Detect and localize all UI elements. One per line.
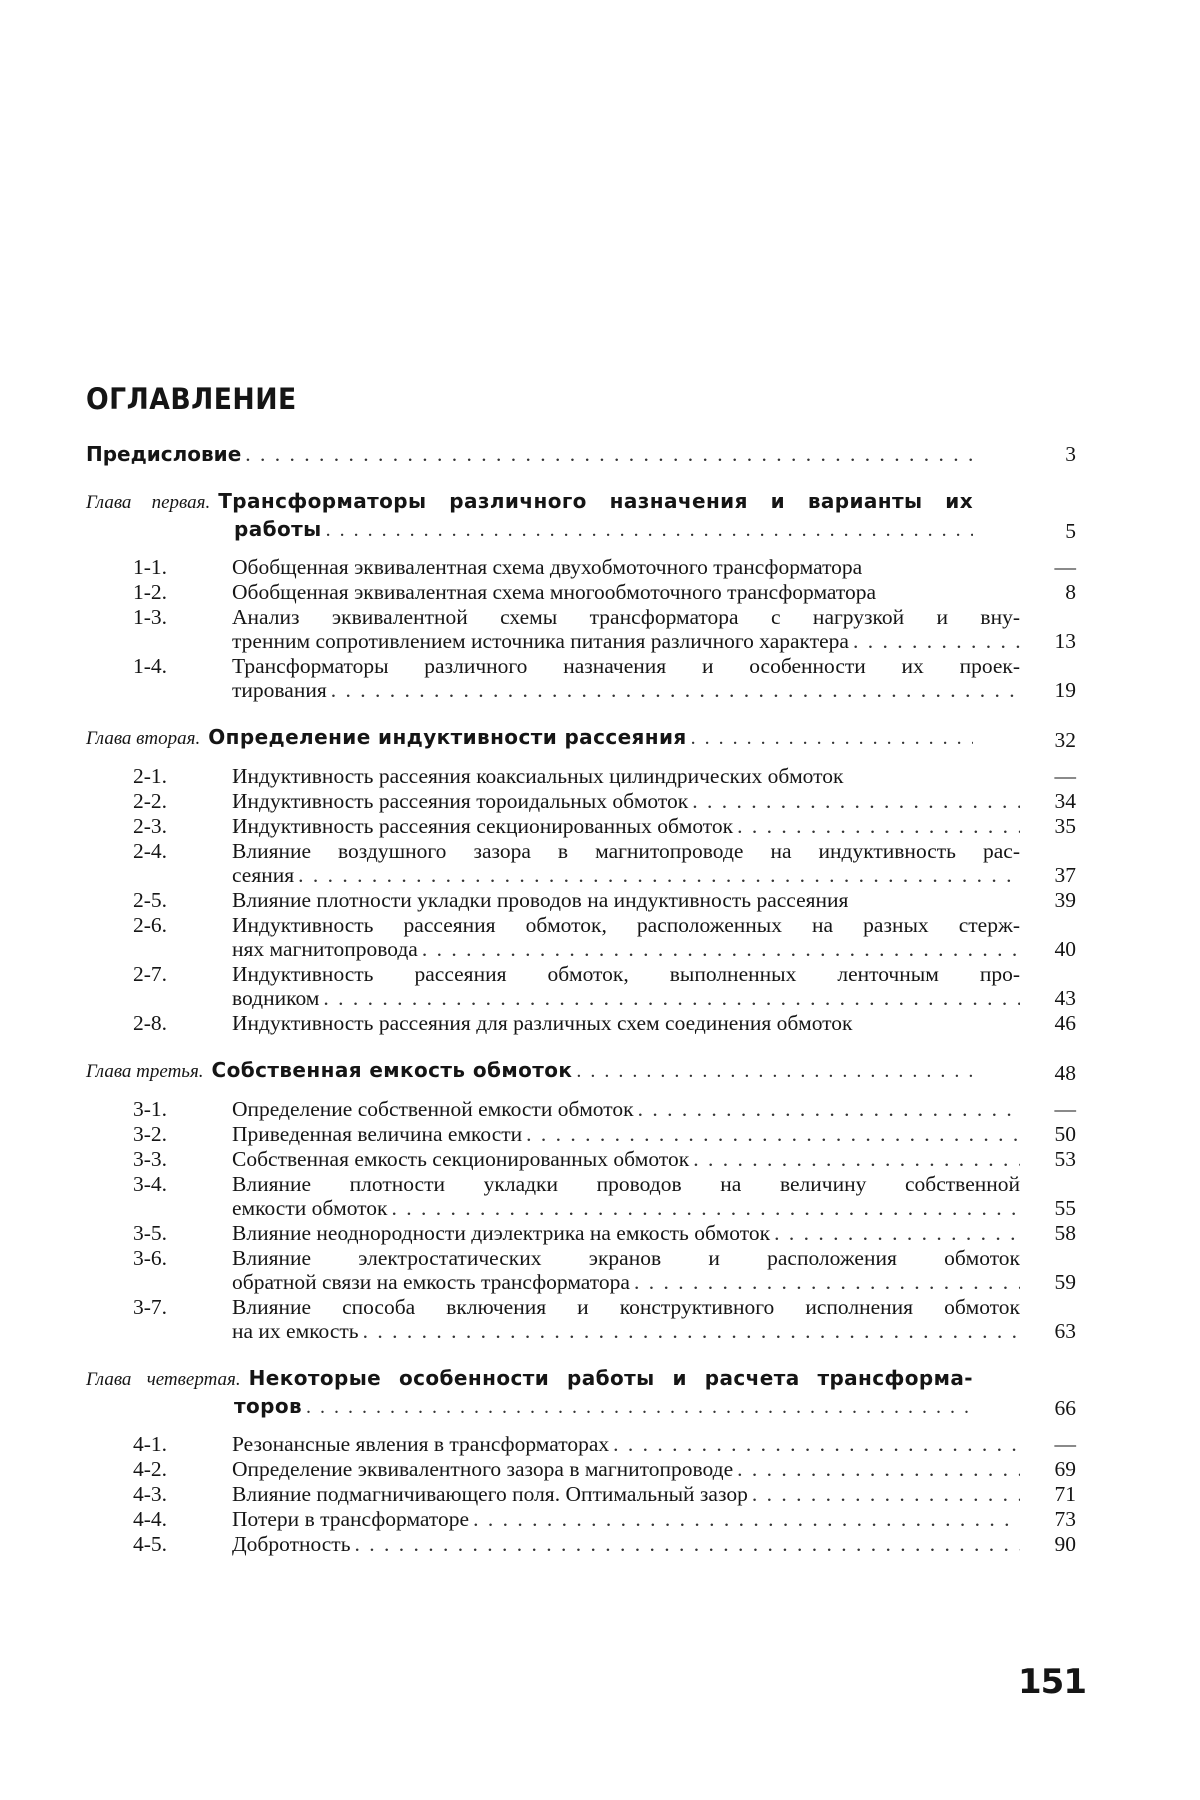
- chapter-heading: [86, 1365, 1076, 1420]
- section-title: Собственная емкость секционированных обмоток: [232, 1147, 690, 1171]
- section-page: —: [1054, 1432, 1076, 1456]
- toc-section: [86, 1147, 1076, 1171]
- toc-section: [86, 1507, 1076, 1531]
- section-page: 58: [1054, 1221, 1076, 1245]
- section-title: Определение эквивалентного зазора в магнитопроводе: [232, 1457, 734, 1481]
- toc-section: [86, 1432, 1076, 1456]
- chapter-title: торов: [234, 1394, 303, 1418]
- section-number: 2-7.: [133, 962, 168, 986]
- leader-dots: [422, 937, 1020, 961]
- section-page: 13: [1054, 629, 1076, 653]
- chapter-title: Некоторые особенности работы и расчета трансформа-: [248, 1366, 973, 1390]
- section-number: 4-1.: [133, 1432, 168, 1456]
- section-title: сеяния: [232, 863, 295, 887]
- toc-section: [86, 1457, 1076, 1481]
- toc-section: [86, 913, 1076, 961]
- chapter-label: Глава вторая.: [86, 728, 201, 749]
- toc-section: [86, 839, 1076, 887]
- section-number: 2-1.: [133, 764, 168, 788]
- section-number: 2-5.: [133, 888, 168, 912]
- section-title: Индуктивность рассеяния обмоток, расположенных на разных стерж-: [232, 913, 1020, 937]
- section-number: 3-5.: [133, 1221, 168, 1245]
- section-page: —: [1054, 764, 1076, 788]
- chapter-page: 48: [1054, 1061, 1076, 1085]
- table-of-contents: [86, 382, 1076, 1557]
- leader-dots: [638, 1097, 1020, 1121]
- chapter-list: [86, 488, 1076, 1556]
- chapter-page: 5: [1065, 519, 1076, 543]
- leader-dots: [634, 1270, 1020, 1294]
- section-number: 3-1.: [133, 1097, 168, 1121]
- section-number: 4-5.: [133, 1532, 168, 1556]
- section-title: Влияние подмагничивающего поля. Оптимальный зазор: [232, 1482, 748, 1506]
- toc-section: [86, 1122, 1076, 1146]
- section-page: 19: [1054, 678, 1076, 702]
- leader-dots: [752, 1482, 1020, 1506]
- leader-dots: [323, 986, 1020, 1010]
- toc-section: [86, 789, 1076, 813]
- section-number: 3-7.: [133, 1295, 168, 1319]
- section-title: Обобщенная эквивалентная схема многообмоточного трансформатора: [232, 580, 877, 604]
- chapter-label: Глава первая.: [86, 492, 211, 513]
- section-title: емкости обмоток: [232, 1196, 388, 1220]
- toc-section: [86, 888, 1076, 912]
- chapter-block: [86, 488, 1076, 702]
- section-title: Добротность: [232, 1532, 351, 1556]
- section-title: Влияние электростатических экранов и расположения обмоток: [232, 1246, 1020, 1270]
- section-title: Влияние плотности укладки проводов на величину собственной: [232, 1172, 1020, 1196]
- section-title: Индуктивность рассеяния обмоток, выполненных ленточным про-: [232, 962, 1020, 986]
- chapter-block: [86, 1057, 1076, 1343]
- chapter-label: Глава четвертая.: [86, 1369, 241, 1390]
- section-number: 3-2.: [133, 1122, 168, 1146]
- section-page: 63: [1054, 1319, 1076, 1343]
- section-title: Влияние способа включения и конструктивного исполнения обмоток: [232, 1295, 1020, 1319]
- section-page: 71: [1054, 1482, 1076, 1506]
- chapter-page: 32: [1054, 728, 1076, 752]
- section-number: 2-3.: [133, 814, 168, 838]
- section-title: на их емкость: [232, 1319, 359, 1343]
- leader-dots: [576, 1058, 973, 1084]
- section-title: Индуктивность рассеяния тороидальных обмоток: [232, 789, 689, 813]
- toc-section: [86, 1011, 1076, 1035]
- toc-section: [86, 1097, 1076, 1121]
- section-number: 1-1.: [133, 555, 168, 579]
- leader-dots: [326, 517, 973, 543]
- chapter-label: Глава третья.: [86, 1061, 204, 1082]
- leader-dots: [306, 1394, 973, 1420]
- section-page: 53: [1054, 1147, 1076, 1171]
- section-title: тренним сопротивлением источника питания различного характера: [232, 629, 849, 653]
- section-number: 2-2.: [133, 789, 168, 813]
- section-page: 35: [1054, 814, 1076, 838]
- section-title: Трансформаторы различного назначения и особенности их проек-: [232, 654, 1020, 678]
- leader-dots: [691, 725, 973, 751]
- toc-section: [86, 654, 1076, 702]
- toc-section: [86, 1295, 1076, 1343]
- toc-section: [86, 1221, 1076, 1245]
- section-title: Резонансные явления в трансформаторах: [232, 1432, 610, 1456]
- leader-dots: [853, 629, 1020, 653]
- toc-section: [86, 580, 1076, 604]
- section-number: 4-2.: [133, 1457, 168, 1481]
- section-title: нях магнитопровода: [232, 937, 418, 961]
- preface-page: 3: [1065, 442, 1076, 466]
- section-title: Влияние плотности укладки проводов на индуктивность рассеяния: [232, 888, 849, 912]
- section-number: 3-3.: [133, 1147, 168, 1171]
- leader-dots: [331, 678, 1020, 702]
- section-number: 3-6.: [133, 1246, 168, 1270]
- section-title: Индуктивность рассеяния секционированных обмоток: [232, 814, 734, 838]
- section-page: 90: [1054, 1532, 1076, 1556]
- toc-section: [86, 605, 1076, 653]
- section-page: 37: [1054, 863, 1076, 887]
- section-title: Определение собственной емкости обмоток: [232, 1097, 634, 1121]
- section-title: Обобщенная эквивалентная схема двухобмоточного трансформатора: [232, 555, 863, 579]
- chapter-page: 66: [1054, 1396, 1076, 1420]
- section-page: 46: [1054, 1011, 1076, 1035]
- section-number: 3-4.: [133, 1172, 168, 1196]
- toc-section: [86, 1532, 1076, 1556]
- section-page: 40: [1054, 937, 1076, 961]
- page-number: 151: [1018, 1662, 1086, 1702]
- section-page: 69: [1054, 1457, 1076, 1481]
- section-number: 4-4.: [133, 1507, 168, 1531]
- section-page: 43: [1054, 986, 1076, 1010]
- leader-dots: [355, 1532, 1020, 1556]
- toc-section: [86, 814, 1076, 838]
- section-title: обратной связи на емкость трансформатора: [232, 1270, 630, 1294]
- chapter-block: [86, 724, 1076, 1035]
- leader-dots: [693, 1147, 1020, 1171]
- section-title: Приведенная величина емкости: [232, 1122, 523, 1146]
- chapter-heading: [86, 724, 1076, 752]
- chapter-heading: [86, 1057, 1076, 1085]
- toc-section: [86, 1246, 1076, 1294]
- leader-dots: [692, 789, 1020, 813]
- section-page: —: [1054, 1097, 1076, 1121]
- toc-section: [86, 1172, 1076, 1220]
- section-number: 1-4.: [133, 654, 168, 678]
- chapter-title: Трансформаторы различного назначения и варианты их: [218, 489, 973, 513]
- section-page: 50: [1054, 1122, 1076, 1146]
- preface-title: Предисловие: [86, 442, 242, 466]
- section-title: Потери в трансформаторе: [232, 1507, 470, 1531]
- chapter-heading: [86, 488, 1076, 543]
- section-title: водником: [232, 986, 320, 1010]
- leader-dots: [526, 1122, 1020, 1146]
- leader-dots: [391, 1196, 1020, 1220]
- toc-section: [86, 1482, 1076, 1506]
- toc-section: [86, 764, 1076, 788]
- leader-dots: [298, 863, 1020, 887]
- section-title: Влияние неоднородности диэлектрика на емкость обмоток: [232, 1221, 771, 1245]
- leader-dots: [737, 1457, 1020, 1481]
- section-page: 8: [1065, 580, 1076, 604]
- section-title: Индуктивность рассеяния коаксиальных цилиндрических обмоток: [232, 764, 844, 788]
- section-number: 2-8.: [133, 1011, 168, 1035]
- section-page: 73: [1054, 1507, 1076, 1531]
- leader-dots: [774, 1221, 1020, 1245]
- section-page: 39: [1054, 888, 1076, 912]
- page-title: ОГЛАВЛЕНИЕ: [86, 382, 297, 416]
- toc-section: [86, 555, 1076, 579]
- chapter-title: Собственная емкость обмоток: [211, 1058, 573, 1082]
- section-page: 59: [1054, 1270, 1076, 1294]
- section-page: —: [1054, 555, 1076, 579]
- chapter-title: работы: [234, 517, 322, 541]
- chapter-title: Определение индуктивности рассеяния: [208, 725, 687, 749]
- section-number: 2-4.: [133, 839, 168, 863]
- section-number: 4-3.: [133, 1482, 168, 1506]
- section-number: 2-6.: [133, 913, 168, 937]
- section-title: Анализ эквивалентной схемы трансформатора с нагрузкой и вну-: [232, 605, 1020, 629]
- section-number: 1-3.: [133, 605, 168, 629]
- leader-dots: [363, 1319, 1020, 1343]
- leader-dots: [613, 1432, 1020, 1456]
- section-title: Индуктивность рассеяния для различных схем соединения обмоток: [232, 1011, 853, 1035]
- section-title: Влияние воздушного зазора в магнитопроводе на индуктивность рас-: [232, 839, 1020, 863]
- toc-section: [86, 962, 1076, 1010]
- section-number: 1-2.: [133, 580, 168, 604]
- leader-dots: [245, 442, 973, 466]
- chapter-block: [86, 1365, 1076, 1556]
- section-page: 34: [1054, 789, 1076, 813]
- section-page: 55: [1054, 1196, 1076, 1220]
- section-title: тирования: [232, 678, 327, 702]
- leader-dots: [473, 1507, 1020, 1531]
- toc-preface: [86, 442, 1076, 466]
- leader-dots: [737, 814, 1020, 838]
